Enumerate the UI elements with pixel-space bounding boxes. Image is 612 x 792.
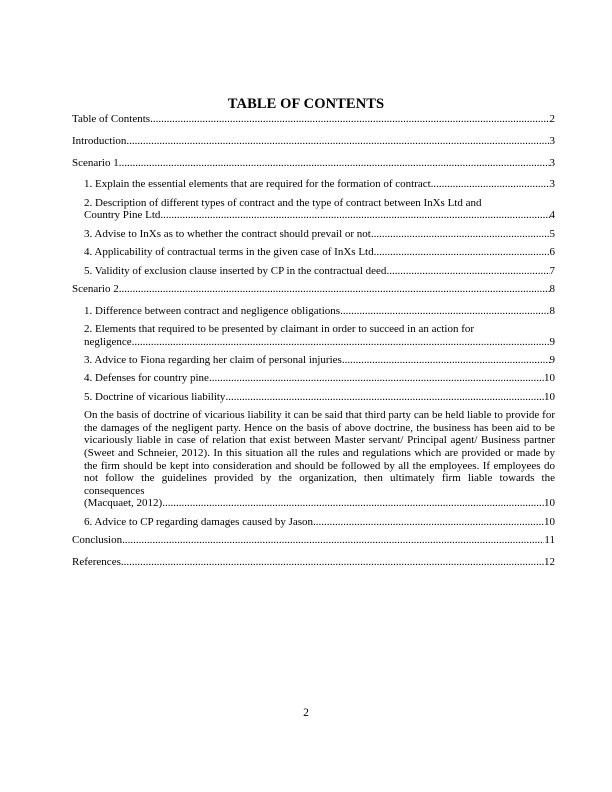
toc-entry-s1-item-2[interactable]: 2. Description of different types of contract and the type of contract between InXs Ltd and Country Pine Ltd ..... 4 xyxy=(84,197,555,222)
toc-entry-s2-item-6[interactable]: 6. Advice to CP regarding damages caused by Jason ..... 10 xyxy=(84,516,555,529)
toc-entry-references[interactable]: References ..... 12 xyxy=(72,556,555,569)
toc-entry-scenario-2[interactable]: Scenario 2 ..... 8 xyxy=(72,283,555,296)
toc-entry-s2-item-1[interactable]: 1. Difference between contract and negligence obligations ..... 8 xyxy=(84,305,555,318)
toc-entry-conclusion[interactable]: Conclusion ..... 11 xyxy=(72,534,555,547)
toc-entry-scenario-1[interactable]: Scenario 1 ..... 3 xyxy=(72,157,555,170)
toc-entry-paragraph[interactable]: On the basis of doctrine of vicarious liability it can be said that third party can be held liable to provide for the damages of the negligent party. Hence on the basis of above doctrine, the business has been aid to be vicariously liable in case of relation that exist between Master servant/ Principal agent/ Business partner (Sweet and Schneier, 2012). In this situation all the rules and regulations which are provided or made by the firm should be kept into consideration and should be followed by all the employees. If employees do not follow the guidelines provided by the organization, then ultimately firm liable towards the consequences (Macquaet, 2012) ..... 10 xyxy=(84,409,555,510)
toc-entry-s1-item-1[interactable]: 1. Explain the essential elements that are required for the formation of contract ..... 3 xyxy=(84,178,555,191)
toc-entry-s2-item-2[interactable]: 2. Elements that required to be presented by claimant in order to succeed in an action for negligence ..... 9 xyxy=(84,323,555,348)
toc-title: TABLE OF CONTENTS xyxy=(227,96,385,112)
toc-entry-s2-item-5[interactable]: 5. Doctrine of vicarious liability ..... 10 xyxy=(84,391,555,404)
toc-entry-table-of-contents[interactable]: Table of Contents ..... 2 xyxy=(72,113,555,126)
toc-entry-s2-item-3[interactable]: 3. Advice to Fiona regarding her claim of personal injuries ..... 9 xyxy=(84,354,555,367)
toc-entry-s2-item-4[interactable]: 4. Defenses for country pine ..... 10 xyxy=(84,372,555,385)
page-number: 2 xyxy=(303,707,309,719)
toc-entry-s1-item-5[interactable]: 5. Validity of exclusion clause inserted by CP in the contractual deed ..... 7 xyxy=(84,265,555,278)
toc-entry-s1-item-3[interactable]: 3. Advise to InXs as to whether the contract should prevail or not ..... 5 xyxy=(84,228,555,241)
table-of-contents xyxy=(72,113,555,578)
toc-entry-s1-item-4[interactable]: 4. Applicability of contractual terms in the given case of InXs Ltd ..... 6 xyxy=(84,246,555,259)
toc-entry-introduction[interactable]: Introduction ..... 3 xyxy=(72,135,555,148)
